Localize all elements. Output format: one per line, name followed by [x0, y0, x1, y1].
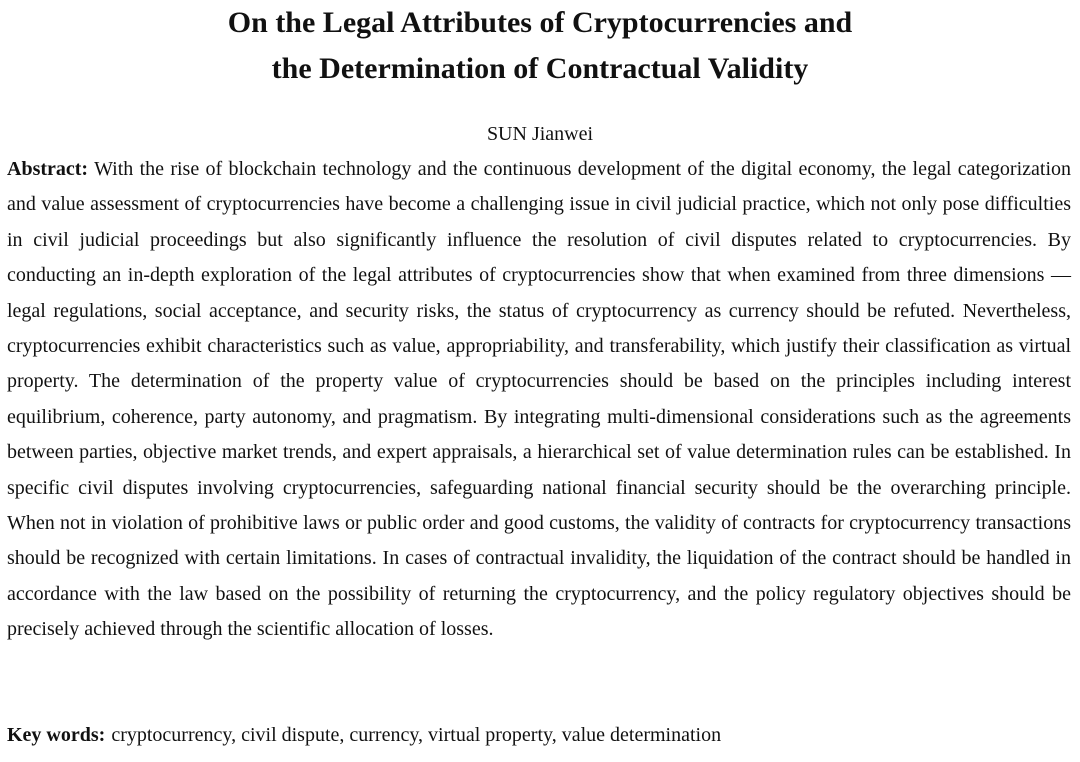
keywords-label: Key words:: [7, 724, 106, 746]
paper-title-line-2: the Determination of Contractual Validity: [271, 52, 809, 85]
abstract-paragraph: [7, 152, 1071, 648]
paper-title-line-1: On the Legal Attributes of Cryptocurrencies and: [227, 6, 853, 39]
keywords-line: [7, 718, 1071, 753]
keywords-text: cryptocurrency, civil dispute, currency, virtual property, value determination: [111, 724, 722, 746]
abstract-text: With the rise of blockchain technology and the continuous development of the digital economy, the legal categorization and value assessment of cryptocurrencies have become a challenging issue in civil judicial practice, which not only pose difficulties in civil judicial proceedings but also significantly influence the resolution of civil disputes related to cryptocurrencies. By conducting an in-depth exploration of the legal attributes of cryptocurrencies show that when examined from three dimensions — legal regulations, social acceptance, and security risks, the status of cryptocurrency as currency should be refuted. Nevertheless, cryptocurrencies exhibit characteristics such as value, appropriability, and transferability, which justify their classification as virtual property. The determination of the property value of cryptocurrencies should be based on the principles including interest equilibrium, coherence, party autonomy, and pragmatism. By integrating multi-dimensional considerations such as the agreements between parties, objective market trends, and expert appraisals, a hierarchical set of value determination rules can be established. In specific civil disputes involving cryptocurrencies, safeguarding national financial security should be the overarching principle. When not in violation of prohibitive laws or public order and good customs, the validity of contracts for cryptocurrency transactions should be recognized with certain limitations. In cases of contractual invalidity, the liquidation of the contract should be handled in accordance with the law based on the possibility of returning the cryptocurrency, and the policy regulatory objectives should be precisely achieved through the scientific allocation of losses.: [7, 158, 1071, 641]
abstract-label: Abstract:: [7, 158, 89, 180]
paper-title: [0, 0, 1080, 92]
author-name: SUN Jianwei: [486, 123, 594, 145]
